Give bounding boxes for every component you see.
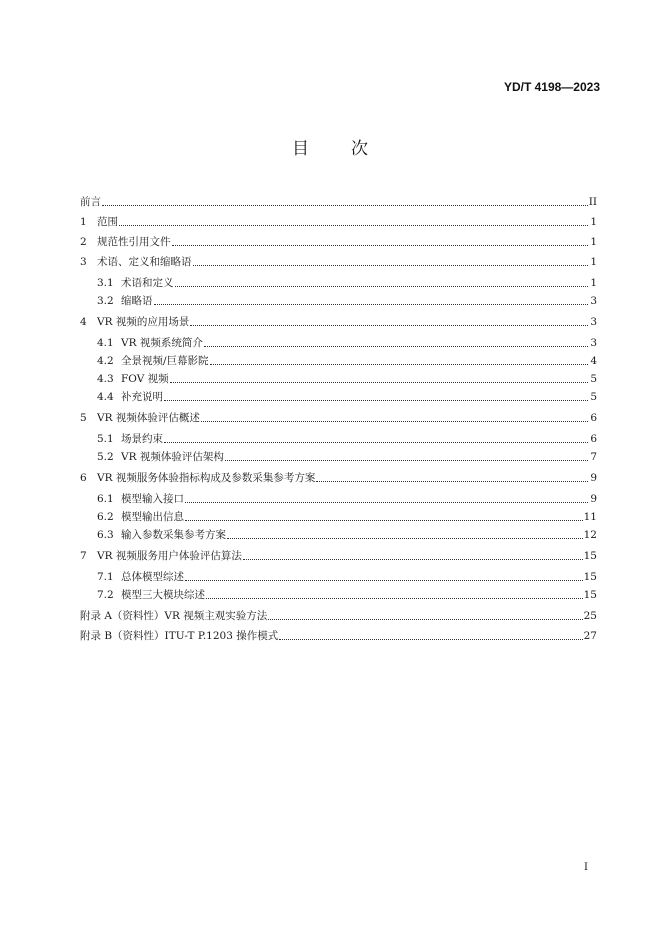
toc-entry-5-1[interactable] <box>97 430 597 446</box>
toc-number: 5 <box>80 412 87 424</box>
toc-entry-7-1[interactable] <box>97 568 597 584</box>
toc-label: 输入参数采集参考方案 <box>121 529 226 541</box>
toc-leader <box>190 325 588 326</box>
toc-number: 4 <box>80 316 87 328</box>
toc-page: 4 <box>590 355 597 367</box>
toc-entry-2[interactable] <box>80 233 597 249</box>
toc-page: 15 <box>583 550 597 562</box>
toc-label: 附录 B（资料性）ITU-T P.1203 操作模式 <box>80 630 279 642</box>
toc-page: 27 <box>583 630 597 642</box>
toc-number: 6.2 <box>97 511 114 523</box>
toc-label: 附录 A（资料性）VR 视频主观实验方法 <box>80 610 268 622</box>
toc-leader <box>170 382 588 383</box>
toc-label: 术语和定义 <box>121 277 174 289</box>
toc-leader <box>172 245 589 246</box>
toc-entry-7-2[interactable] <box>97 586 597 602</box>
toc-number: 1 <box>80 216 87 228</box>
toc-leader <box>316 481 588 482</box>
toc-label: 前言 <box>80 196 101 208</box>
toc-page: 1 <box>590 236 597 248</box>
toc-leader <box>225 460 588 461</box>
toc-entry-6-3[interactable] <box>97 526 597 542</box>
toc-leader <box>175 286 589 287</box>
toc-leader <box>268 619 582 620</box>
toc-entry-annex-b[interactable] <box>80 627 597 643</box>
toc-entry-4[interactable] <box>80 313 597 329</box>
toc-entry-4-2[interactable] <box>97 352 597 368</box>
toc-entry-6[interactable] <box>80 469 597 485</box>
standard-code: YD/T 4198—2023 <box>503 80 600 94</box>
toc-page: 25 <box>583 610 597 622</box>
toc-entry-4-4[interactable] <box>97 388 597 404</box>
toc-label: 模型三大模块综述 <box>121 589 205 601</box>
toc-page: 5 <box>590 373 597 385</box>
toc-entry-6-2[interactable] <box>97 508 597 524</box>
toc-entry-7[interactable] <box>80 547 597 563</box>
toc-leader <box>164 442 588 443</box>
toc-leader <box>206 598 583 599</box>
toc-label: VR 视频体验评估概述 <box>97 412 200 424</box>
toc-number: 3.1 <box>97 277 114 289</box>
toc-leader <box>164 400 588 401</box>
toc-label: 缩略语 <box>121 295 153 307</box>
toc-entry-1[interactable] <box>80 213 597 229</box>
toc-page: 11 <box>583 511 597 523</box>
toc-page: 12 <box>583 529 597 541</box>
toc-number: 5.1 <box>97 433 114 445</box>
toc-page: 1 <box>590 256 597 268</box>
toc-entry-3[interactable] <box>80 253 597 269</box>
toc-leader <box>185 580 583 581</box>
toc-label: VR 视频的应用场景 <box>97 316 190 328</box>
toc-leader <box>185 502 588 503</box>
toc-number: 4.2 <box>97 355 114 367</box>
toc-label: 模型输出信息 <box>121 511 184 523</box>
toc-number: 5.2 <box>97 451 114 463</box>
toc-entry-preface[interactable] <box>80 193 597 209</box>
toc-entry-4-1[interactable] <box>97 334 597 350</box>
toc-number: 4.3 <box>97 373 114 385</box>
toc-leader <box>227 538 583 539</box>
toc-label: FOV 视频 <box>121 373 169 385</box>
toc-entry-5[interactable] <box>80 409 597 425</box>
toc-leader <box>102 205 588 206</box>
toc-number: 2 <box>80 236 87 248</box>
toc-label: VR 视频服务体验指标构成及参数采集参考方案 <box>97 472 316 484</box>
toc-number: 4.4 <box>97 391 114 403</box>
toc-label: 补充说明 <box>121 391 163 403</box>
toc-page: 5 <box>590 391 597 403</box>
toc-label: VR 视频服务用户体验评估算法 <box>97 550 242 562</box>
toc-leader <box>279 639 582 640</box>
toc-label: 总体模型综述 <box>121 571 184 583</box>
toc-label: 场景约束 <box>121 433 163 445</box>
toc-number: 6.3 <box>97 529 114 541</box>
toc-page: II <box>588 196 597 208</box>
title-char-1: 目 <box>292 139 311 159</box>
page-number: I <box>584 862 588 873</box>
toc-page: 3 <box>590 337 597 349</box>
toc-page: 1 <box>590 216 597 228</box>
toc-number: 7.1 <box>97 571 114 583</box>
toc-page: 15 <box>583 571 597 583</box>
title-char-2: 次 <box>351 139 370 159</box>
toc-entry-annex-a[interactable] <box>80 607 597 623</box>
toc-page: 1 <box>590 277 597 289</box>
toc-entry-6-1[interactable] <box>97 490 597 506</box>
toc-leader <box>154 304 589 305</box>
toc-leader <box>119 225 588 226</box>
toc-entry-3-1[interactable] <box>97 274 597 290</box>
toc-leader <box>193 265 589 266</box>
toc-label: 全景视频/巨幕影院 <box>121 355 209 367</box>
toc-label: 术语、定义和缩略语 <box>97 256 192 268</box>
toc-number: 3 <box>80 256 87 268</box>
toc-number: 4.1 <box>97 337 114 349</box>
toc-entry-4-3[interactable] <box>97 370 597 386</box>
toc-label: 模型输入接口 <box>121 493 184 505</box>
toc-leader <box>185 520 583 521</box>
toc-page: 7 <box>590 451 597 463</box>
toc-page: 9 <box>590 493 597 505</box>
toc-number: 7.2 <box>97 589 114 601</box>
toc-page: 3 <box>590 316 597 328</box>
toc-number: 6.1 <box>97 493 114 505</box>
toc-number: 7 <box>80 550 87 562</box>
toc-label: VR 视频系统简介 <box>121 337 203 349</box>
toc-page: 3 <box>590 295 597 307</box>
toc-page: 15 <box>583 589 597 601</box>
toc-label: 规范性引用文件 <box>97 236 171 248</box>
toc-page: 6 <box>590 433 597 445</box>
toc-entry-3-2[interactable] <box>97 292 597 308</box>
toc-label: VR 视频体验评估架构 <box>121 451 224 463</box>
toc-number: 3.2 <box>97 295 114 307</box>
toc-leader <box>201 421 588 422</box>
toc-page: 6 <box>590 412 597 424</box>
page-title <box>0 134 662 159</box>
toc-label: 范围 <box>97 216 118 228</box>
toc-page: 9 <box>590 472 597 484</box>
toc-leader <box>210 364 588 365</box>
toc-leader <box>204 346 588 347</box>
toc-entry-5-2[interactable] <box>97 448 597 464</box>
toc-number: 6 <box>80 472 87 484</box>
toc-leader <box>243 559 583 560</box>
